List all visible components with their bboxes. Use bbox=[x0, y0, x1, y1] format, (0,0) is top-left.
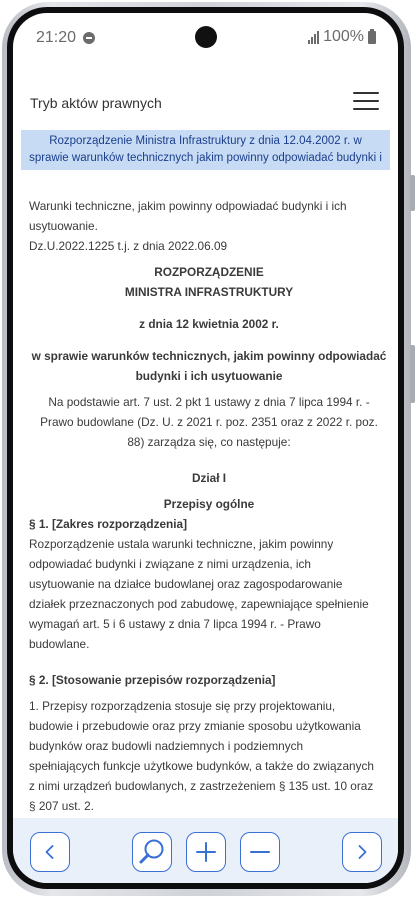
banner-line: sprawie warunków technicznych jakim powinny odpowiadać budynki i bbox=[29, 152, 382, 164]
battery-percent: 100% bbox=[323, 28, 364, 45]
section-text-line: § 207 ust. 2. bbox=[29, 799, 94, 813]
zoom-in-button[interactable] bbox=[186, 832, 226, 872]
status-right bbox=[308, 28, 376, 46]
section-text-line: Rozporządzenie ustala warunki techniczne, jakim powinny bbox=[29, 537, 334, 551]
power-button bbox=[410, 345, 415, 403]
section-text-line: usytuowanie na działce budowlanej oraz zagospodarowanie bbox=[29, 577, 343, 591]
signal-icon bbox=[308, 31, 319, 44]
summary-line: usytuowanie. bbox=[29, 219, 98, 233]
section-text-line: odpowiadać budynki i związane z nimi urządzenia, ich bbox=[29, 557, 311, 571]
app-bar bbox=[13, 73, 398, 123]
document-title-banner[interactable] bbox=[21, 130, 390, 170]
bottom-toolbar bbox=[13, 818, 398, 883]
search-icon bbox=[137, 837, 167, 867]
battery-icon bbox=[368, 31, 376, 44]
search-button[interactable] bbox=[132, 832, 172, 872]
screen bbox=[13, 13, 398, 883]
status-time: 21:20 bbox=[36, 29, 77, 46]
banner-line: Rozporządzenie Ministra Infrastruktury z dnia 12.04.2002 r. w bbox=[49, 135, 362, 147]
division-title: Przepisy ogólne bbox=[163, 497, 255, 511]
section-text-line: budowlane. bbox=[29, 637, 90, 651]
section-text-line: działek przeznaczonych pod zabudowę, zapewniające spełnienie bbox=[29, 597, 369, 611]
front-camera bbox=[195, 26, 217, 48]
document-content bbox=[29, 196, 389, 836]
act-date: z dnia 12 kwietnia 2002 r. bbox=[139, 317, 279, 331]
act-subject-line: w sprawie warunków technicznych, jakim powinny odpowiadać bbox=[31, 349, 387, 363]
summary-line: Warunki techniczne, jakim powinny odpowiadać budynki i ich bbox=[29, 199, 347, 213]
preamble-line: Na podstawie art. 7 ust. 2 pkt 1 ustawy z dnia 7 lipca 1994 r. - bbox=[48, 395, 370, 409]
preamble-line: Prawo budowlane (Dz. U. z 2021 r. poz. 2351 oraz z 2022 r. poz. bbox=[40, 415, 378, 429]
chevron-left-icon bbox=[41, 843, 59, 861]
section-text-line: wymagań art. 5 i 6 ustawy z dnia 7 lipca 1994 r. - Prawo bbox=[29, 617, 321, 631]
section-text-line: 1. Przepisy rozporządzenia stosuje się przy projektowaniu, bbox=[29, 699, 336, 713]
heading-act-type: ROZPORZĄDZENIE bbox=[154, 265, 264, 279]
section-text-line: z nimi urządzeń budowlanych, z zastrzeżeniem § 135 ust. 10 oraz bbox=[29, 779, 374, 793]
minus-icon bbox=[248, 840, 272, 864]
section-title[interactable]: § 2. [Stosowanie przepisów rozporządzenia] bbox=[29, 673, 276, 687]
section-text-line: spełniających funkcje użytkowe budynków, a także do związanych bbox=[29, 759, 374, 773]
status-bar bbox=[13, 13, 398, 59]
publication-reference: Dz.U.2022.1225 t.j. z dnia 2022.06.09 bbox=[29, 239, 228, 253]
next-button[interactable] bbox=[342, 832, 382, 872]
hamburger-menu-icon[interactable] bbox=[352, 89, 380, 113]
section-title[interactable]: § 1. [Zakres rozporządzenia] bbox=[29, 517, 187, 531]
preamble-line: 88) zarządza się, co następuje: bbox=[127, 435, 291, 449]
zoom-out-button[interactable] bbox=[240, 832, 280, 872]
app-title: Tryb aktów prawnych bbox=[30, 95, 162, 111]
chevron-right-icon bbox=[353, 843, 371, 861]
volume-button bbox=[410, 175, 415, 211]
section-text-line: budynków oraz budowli nadziemnych i podziemnych bbox=[29, 739, 304, 753]
section-text-line: budowie i przebudowie oraz przy zmianie sposobu użytkowania bbox=[29, 719, 361, 733]
plus-icon bbox=[194, 840, 218, 864]
division-number: Dział I bbox=[191, 471, 227, 485]
previous-button[interactable] bbox=[30, 832, 70, 872]
notification-icon bbox=[83, 32, 95, 44]
heading-issuer: MINISTRA INFRASTRUKTURY bbox=[124, 285, 294, 299]
act-subject-line: budynki i ich usytuowanie bbox=[135, 369, 283, 383]
